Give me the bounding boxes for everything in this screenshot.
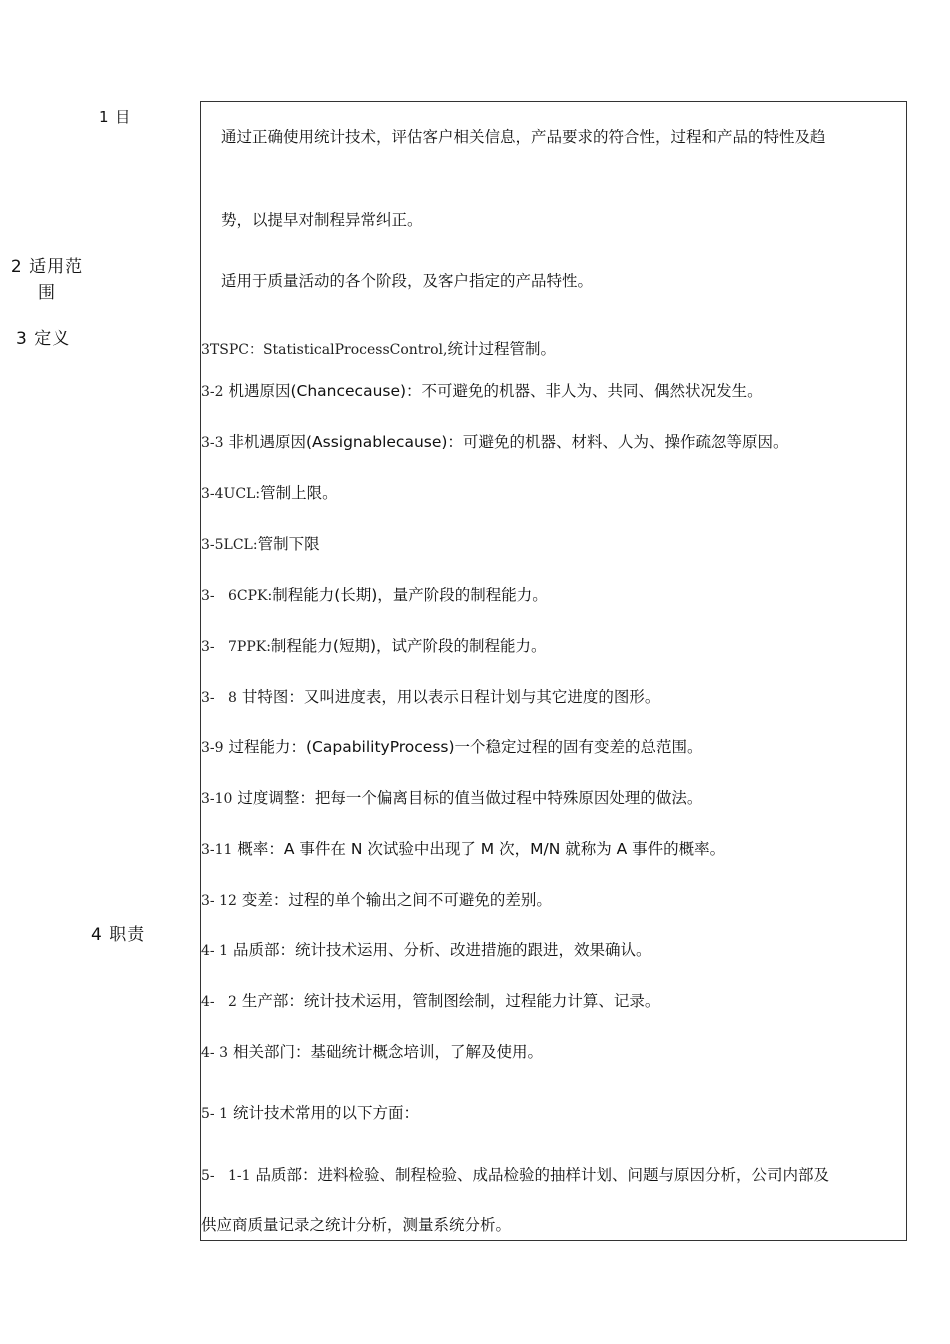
method-text: 品质部：进料检验、制程检验、成品检验的抽样计划、问题与原因分析，公司内部及	[255, 1166, 829, 1184]
duty-item	[201, 991, 660, 1012]
definition-text: 管制下限	[257, 535, 320, 553]
definition-item	[201, 839, 725, 860]
left-border-tick	[200, 152, 201, 186]
method-item	[201, 1165, 829, 1186]
duty-text: 品质部：统计技术运用、分析、改进措施的跟进，效果确认。	[232, 941, 652, 959]
purpose-line-2: 势，以提早对制程异常纠正。	[221, 211, 423, 229]
method-number: 5- 1-1	[201, 1168, 251, 1184]
duty-number: 4- 3	[201, 1045, 228, 1061]
definition-item	[201, 636, 547, 657]
definition-text: 制程能力(短期)，试产阶段的制程能力。	[270, 637, 547, 655]
definition-text: 机遇原因(Chancecause)：不可避免的机器、非人为、共同、偶然状况发生。	[228, 382, 763, 400]
definition-text: 制程能力(长期)，量产阶段的制程能力。	[272, 586, 548, 604]
definition-item	[201, 381, 763, 402]
section-label-duties: 4 职责	[91, 925, 146, 945]
definition-number: 3- 8	[201, 690, 237, 706]
duty-text: 相关部门：基础统计概念培训，了解及使用。	[232, 1043, 543, 1061]
definition-item	[201, 432, 788, 453]
section-label-purpose: 1 目	[99, 108, 132, 126]
duty-number: 4- 2	[201, 994, 237, 1010]
duty-text: 生产部：统计技术运用，管制图绘制，过程能力计算、记录。	[241, 992, 661, 1010]
definition-text: 非机遇原因(Assignablecause)：可避免的机器、材料、人为、操作疏忽等原因。	[228, 433, 789, 451]
definition-number: 3-2	[201, 384, 224, 400]
duty-number: 4- 1	[201, 943, 228, 959]
definition-item	[201, 687, 660, 708]
right-border-tick	[906, 298, 907, 336]
definition-number: 3- 7PPK:	[201, 639, 271, 655]
right-border-tick	[906, 1128, 907, 1146]
left-border-tick	[200, 298, 201, 336]
definition-text: 概率：A 事件在 N 次试验中出现了 M 次，M/N 就称为 A 事件的概率。	[237, 840, 726, 858]
definition-text: 甘特图：又叫进度表，用以表示日程计划与其它进度的图形。	[241, 688, 661, 706]
definition-item	[201, 788, 702, 809]
method-text: 统计技术常用的以下方面：	[232, 1104, 419, 1122]
definition-text: 管制上限。	[260, 484, 338, 502]
definition-text: 过度调整：把每一个偏离目标的值当做过程中特殊原因处理的做法。	[237, 789, 703, 807]
definition-number: 3-4UCL:	[201, 486, 261, 502]
definition-item	[201, 339, 556, 360]
method-number: 5- 1	[201, 1106, 228, 1122]
duty-item	[201, 1042, 543, 1063]
definition-number: 3- 6CPK:	[201, 588, 273, 604]
definition-number: 3-10	[201, 791, 233, 807]
definition-item	[201, 737, 703, 758]
scope-text: 适用于质量活动的各个阶段，及客户指定的产品特性。	[221, 272, 594, 290]
definition-item	[201, 585, 548, 606]
section-label-definitions: 3 定义	[16, 329, 71, 349]
method-continuation: 供应商质量记录之统计分析，测量系统分析。	[201, 1216, 512, 1234]
definition-item	[201, 534, 320, 555]
right-border-tick	[906, 150, 907, 186]
definition-number: 3- 12	[201, 893, 237, 909]
definition-text: 过程能力：(CapabilityProcess)一个稳定过程的固有变差的总范围。	[228, 738, 703, 756]
definition-text: 统计过程管制。	[447, 340, 556, 358]
purpose-line-1: 通过正确使用统计技术，评估客户相关信息，产品要求的符合性，过程和产品的特性及趋	[221, 128, 826, 146]
definition-number: 3TSPC：StatisticalProcessControl,	[201, 342, 448, 358]
definition-number: 3-5LCL:	[201, 537, 258, 553]
section-label-scope: 2 适用范围	[10, 257, 84, 303]
definition-number: 3-9	[201, 740, 224, 756]
definition-item	[201, 890, 552, 911]
definition-number: 3-3	[201, 435, 224, 451]
duty-item	[201, 940, 651, 961]
method-item	[201, 1103, 419, 1124]
definition-item	[201, 483, 338, 504]
definition-text: 变差：过程的单个输出之间不可避免的差别。	[241, 891, 552, 909]
definition-number: 3-11	[201, 842, 233, 858]
